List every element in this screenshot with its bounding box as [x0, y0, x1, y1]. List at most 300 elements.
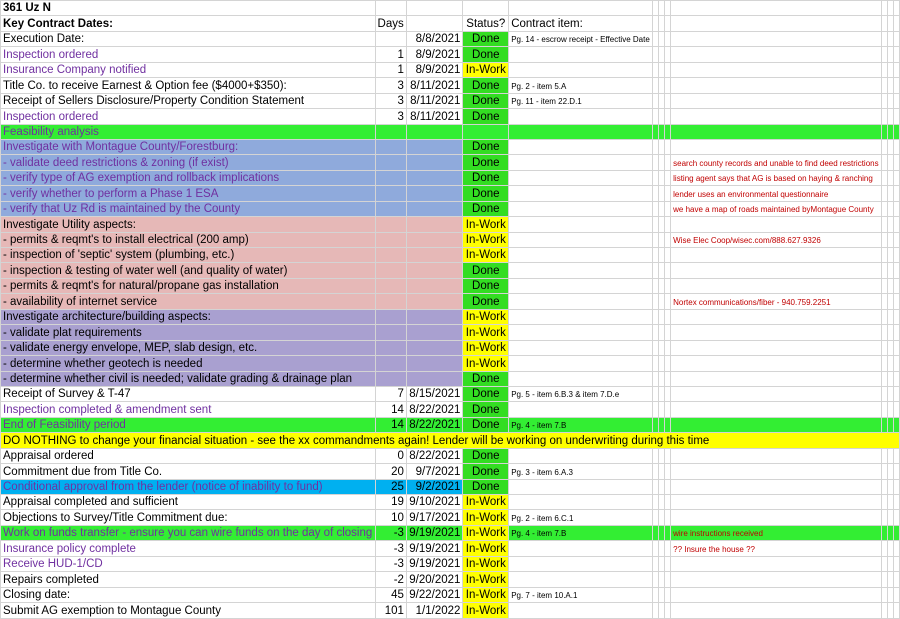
- note-cell[interactable]: [671, 495, 881, 510]
- date-cell[interactable]: [406, 186, 462, 201]
- note-cell[interactable]: search county records and unable to find deed restrictions: [671, 155, 881, 170]
- date-cell[interactable]: 8/22/2021: [406, 417, 462, 432]
- status-cell[interactable]: In-Work: [463, 495, 509, 510]
- status-cell[interactable]: Done: [463, 417, 509, 432]
- status-cell[interactable]: In-Work: [463, 541, 509, 556]
- task-cell[interactable]: Insurance policy complete: [1, 541, 376, 556]
- days-cell[interactable]: 3: [375, 109, 406, 124]
- date-cell[interactable]: 9/19/2021: [406, 525, 462, 540]
- days-cell[interactable]: [375, 31, 406, 46]
- table-row: [1, 78, 900, 93]
- status-cell[interactable]: Done: [463, 386, 509, 401]
- empty-cell[interactable]: [893, 556, 899, 571]
- date-cell[interactable]: [406, 201, 462, 216]
- sheet-title[interactable]: 361 Uz N: [1, 1, 376, 16]
- contract-item-cell[interactable]: [509, 371, 653, 386]
- contract-item-cell[interactable]: Pg. 7 - item 10.A.1: [509, 587, 653, 602]
- task-cell[interactable]: Commitment due from Title Co.: [1, 464, 376, 479]
- contract-item-cell[interactable]: Pg. 11 - item 22.D.1: [509, 93, 653, 108]
- contract-item-cell[interactable]: Pg. 5 - item 6.B.3 & item 7.D.e: [509, 386, 653, 401]
- table-row: [1, 186, 900, 201]
- task-cell[interactable]: - validate deed restrictions & zoning (if exist): [1, 155, 376, 170]
- status-cell[interactable]: In-Work: [463, 525, 509, 540]
- task-cell[interactable]: Appraisal ordered: [1, 448, 376, 463]
- note-cell[interactable]: [671, 479, 881, 494]
- date-cell[interactable]: [406, 232, 462, 247]
- days-cell[interactable]: 20: [375, 464, 406, 479]
- days-cell[interactable]: 14: [375, 417, 406, 432]
- contract-item-cell[interactable]: [509, 278, 653, 293]
- task-cell[interactable]: Investigate with Montague County/Forestburg:: [1, 139, 376, 154]
- status-cell[interactable]: In-Work: [463, 603, 509, 618]
- status-cell[interactable]: Done: [463, 448, 509, 463]
- status-cell[interactable]: In-Work: [463, 309, 509, 324]
- empty-cell[interactable]: [893, 31, 899, 46]
- days-cell[interactable]: 25: [375, 479, 406, 494]
- table-row: [1, 62, 900, 77]
- days-cell[interactable]: [375, 248, 406, 263]
- date-cell[interactable]: 8/9/2021: [406, 62, 462, 77]
- note-cell[interactable]: [671, 572, 881, 587]
- date-cell[interactable]: 1/1/2022: [406, 603, 462, 618]
- empty-cell[interactable]: [893, 464, 899, 479]
- date-cell[interactable]: 8/22/2021: [406, 402, 462, 417]
- note-cell[interactable]: [671, 278, 881, 293]
- task-cell[interactable]: Receipt of Sellers Disclosure/Property Condition Statement: [1, 93, 376, 108]
- table-row: [1, 170, 900, 185]
- task-cell[interactable]: - verify whether to perform a Phase 1 ESA: [1, 186, 376, 201]
- empty-cell[interactable]: [893, 124, 899, 139]
- date-cell[interactable]: [406, 248, 462, 263]
- date-cell[interactable]: 9/20/2021: [406, 572, 462, 587]
- days-cell[interactable]: [375, 325, 406, 340]
- note-cell[interactable]: [671, 386, 881, 401]
- days-cell[interactable]: [375, 294, 406, 309]
- days-cell[interactable]: [375, 217, 406, 232]
- note-cell[interactable]: we have a map of roads maintained byMontague County: [671, 201, 881, 216]
- task-cell[interactable]: Investigate Utility aspects:: [1, 217, 376, 232]
- empty-cell[interactable]: [893, 263, 899, 278]
- note-cell[interactable]: ?? Insure the house ??: [671, 541, 881, 556]
- contract-item-cell[interactable]: [509, 294, 653, 309]
- date-cell[interactable]: [406, 356, 462, 371]
- note-cell[interactable]: [671, 309, 881, 324]
- status-cell[interactable]: In-Work: [463, 217, 509, 232]
- empty-cell[interactable]: [893, 572, 899, 587]
- status-cell[interactable]: Done: [463, 78, 509, 93]
- days-cell[interactable]: [375, 278, 406, 293]
- task-cell[interactable]: - validate energy envelope, MEP, slab design, etc.: [1, 340, 376, 355]
- contract-item-cell[interactable]: [509, 479, 653, 494]
- date-cell[interactable]: [406, 155, 462, 170]
- task-cell[interactable]: - validate plat requirements: [1, 325, 376, 340]
- empty-cell[interactable]: [893, 109, 899, 124]
- table-row: [1, 340, 900, 355]
- table-row: [1, 232, 900, 247]
- date-cell[interactable]: 8/11/2021: [406, 93, 462, 108]
- task-cell[interactable]: Receipt of Survey & T-47: [1, 386, 376, 401]
- date-cell[interactable]: [406, 170, 462, 185]
- table-row: [1, 294, 900, 309]
- contract-item-cell[interactable]: [509, 402, 653, 417]
- status-cell[interactable]: In-Work: [463, 62, 509, 77]
- task-cell[interactable]: - determine whether geotech is needed: [1, 356, 376, 371]
- title-row: [1, 1, 900, 16]
- note-cell[interactable]: [671, 263, 881, 278]
- date-cell[interactable]: 9/19/2021: [406, 556, 462, 571]
- contract-item-cell[interactable]: [509, 356, 653, 371]
- note-cell[interactable]: [671, 248, 881, 263]
- table-row: [1, 402, 900, 417]
- table-row: [1, 495, 900, 510]
- table-row: [1, 139, 900, 154]
- task-cell[interactable]: - permits & reqmt's to install electrical (200 amp): [1, 232, 376, 247]
- task-cell[interactable]: End of Feasibility period: [1, 417, 376, 432]
- days-cell[interactable]: [375, 232, 406, 247]
- table-row: [1, 479, 900, 494]
- note-cell[interactable]: [671, 402, 881, 417]
- header-contract-item[interactable]: Contract item:: [509, 16, 653, 31]
- empty-cell[interactable]: [893, 93, 899, 108]
- days-cell[interactable]: 3: [375, 93, 406, 108]
- table-row: [1, 525, 900, 540]
- contract-item-cell[interactable]: Pg. 3 - item 6.A.3: [509, 464, 653, 479]
- empty-cell[interactable]: [893, 186, 899, 201]
- task-cell[interactable]: Appraisal completed and sufficient: [1, 495, 376, 510]
- empty-cell[interactable]: [893, 510, 899, 525]
- status-cell[interactable]: Done: [463, 278, 509, 293]
- days-cell[interactable]: 7: [375, 386, 406, 401]
- empty-cell[interactable]: [893, 417, 899, 432]
- status-cell[interactable]: In-Work: [463, 510, 509, 525]
- empty-cell[interactable]: [893, 402, 899, 417]
- status-cell[interactable]: Done: [463, 109, 509, 124]
- status-cell[interactable]: In-Work: [463, 325, 509, 340]
- contract-item-cell[interactable]: [509, 109, 653, 124]
- contract-item-cell[interactable]: [509, 603, 653, 618]
- table-row: [1, 201, 900, 216]
- date-cell[interactable]: [406, 278, 462, 293]
- note-cell[interactable]: [671, 124, 881, 139]
- task-cell[interactable]: Execution Date:: [1, 31, 376, 46]
- note-cell[interactable]: Nortex communications/fiber - 940.759.2251: [671, 294, 881, 309]
- contract-item-cell[interactable]: Pg. 4 - item 7.B: [509, 525, 653, 540]
- contract-item-cell[interactable]: [509, 541, 653, 556]
- note-cell[interactable]: [671, 603, 881, 618]
- date-cell[interactable]: 8/11/2021: [406, 109, 462, 124]
- days-cell[interactable]: [375, 155, 406, 170]
- note-cell[interactable]: [671, 93, 881, 108]
- status-cell[interactable]: In-Work: [463, 572, 509, 587]
- table-row: [1, 572, 900, 587]
- table-row: [1, 263, 900, 278]
- note-cell[interactable]: [671, 109, 881, 124]
- empty-cell[interactable]: [893, 448, 899, 463]
- empty-cell[interactable]: [893, 217, 899, 232]
- task-cell[interactable]: Repairs completed: [1, 572, 376, 587]
- date-cell[interactable]: [406, 217, 462, 232]
- date-cell[interactable]: 9/17/2021: [406, 510, 462, 525]
- empty-cell[interactable]: [893, 78, 899, 93]
- contract-item-cell[interactable]: [509, 62, 653, 77]
- note-cell[interactable]: [671, 217, 881, 232]
- date-cell[interactable]: 9/22/2021: [406, 587, 462, 602]
- empty-cell[interactable]: [893, 278, 899, 293]
- table-row: [1, 155, 900, 170]
- contract-item-cell[interactable]: [509, 124, 653, 139]
- note-cell[interactable]: lender uses an environmental questionnaire: [671, 186, 881, 201]
- days-cell[interactable]: [375, 201, 406, 216]
- days-cell[interactable]: -2: [375, 572, 406, 587]
- date-cell[interactable]: 8/8/2021: [406, 31, 462, 46]
- table-row: [1, 448, 900, 463]
- empty-cell[interactable]: [893, 525, 899, 540]
- table-row: [1, 93, 900, 108]
- date-cell[interactable]: 9/2/2021: [406, 479, 462, 494]
- task-cell[interactable]: - verify that Uz Rd is maintained by the County: [1, 201, 376, 216]
- date-cell[interactable]: [406, 263, 462, 278]
- status-cell[interactable]: In-Work: [463, 556, 509, 571]
- empty-cell[interactable]: [893, 232, 899, 247]
- empty-cell[interactable]: [893, 587, 899, 602]
- days-cell[interactable]: [375, 170, 406, 185]
- task-cell[interactable]: Inspection ordered: [1, 47, 376, 62]
- task-cell[interactable]: Work on funds transfer - ensure you can wire funds on the day of closing: [1, 525, 376, 540]
- note-cell[interactable]: [671, 47, 881, 62]
- empty-cell[interactable]: [893, 201, 899, 216]
- empty-cell[interactable]: [893, 47, 899, 62]
- date-cell[interactable]: 8/11/2021: [406, 78, 462, 93]
- contract-item-cell[interactable]: [509, 232, 653, 247]
- task-cell[interactable]: Feasibility analysis: [1, 124, 376, 139]
- status-cell[interactable]: Done: [463, 170, 509, 185]
- task-cell[interactable]: Submit AG exemption to Montague County: [1, 603, 376, 618]
- days-cell[interactable]: [375, 356, 406, 371]
- status-cell[interactable]: In-Work: [463, 356, 509, 371]
- days-cell[interactable]: 1: [375, 47, 406, 62]
- task-cell[interactable]: Inspection ordered: [1, 109, 376, 124]
- table-row: [1, 47, 900, 62]
- empty-cell[interactable]: [893, 371, 899, 386]
- task-cell[interactable]: Inspection completed & amendment sent: [1, 402, 376, 417]
- status-cell[interactable]: Done: [463, 139, 509, 154]
- header-row: [1, 16, 900, 31]
- date-cell[interactable]: [406, 371, 462, 386]
- note-cell[interactable]: [671, 510, 881, 525]
- contract-item-cell[interactable]: Pg. 2 - item 6.C.1: [509, 510, 653, 525]
- date-cell[interactable]: 9/7/2021: [406, 464, 462, 479]
- note-cell[interactable]: [671, 587, 881, 602]
- date-cell[interactable]: [406, 139, 462, 154]
- status-cell[interactable]: In-Work: [463, 248, 509, 263]
- table-row: [1, 433, 900, 448]
- empty-cell[interactable]: [893, 495, 899, 510]
- contract-item-cell[interactable]: [509, 217, 653, 232]
- status-cell[interactable]: Done: [463, 186, 509, 201]
- date-cell[interactable]: [406, 294, 462, 309]
- contract-item-cell[interactable]: Pg. 4 - item 7.B: [509, 417, 653, 432]
- status-cell[interactable]: Done: [463, 93, 509, 108]
- note-cell[interactable]: [671, 78, 881, 93]
- empty-cell[interactable]: [893, 479, 899, 494]
- days-cell[interactable]: [375, 186, 406, 201]
- empty-cell[interactable]: [893, 139, 899, 154]
- task-cell[interactable]: Receive HUD-1/CD: [1, 556, 376, 571]
- days-cell[interactable]: 14: [375, 402, 406, 417]
- contract-item-cell[interactable]: [509, 248, 653, 263]
- contract-item-cell[interactable]: Pg. 2 - item 5.A: [509, 78, 653, 93]
- empty-cell[interactable]: [893, 340, 899, 355]
- table-row: [1, 278, 900, 293]
- table-row: [1, 371, 900, 386]
- status-cell[interactable]: [463, 124, 509, 139]
- empty-cell[interactable]: [893, 170, 899, 185]
- contract-item-cell[interactable]: [509, 556, 653, 571]
- task-cell[interactable]: - determine whether civil is needed; validate grading & drainage plan: [1, 371, 376, 386]
- status-cell[interactable]: Done: [463, 294, 509, 309]
- status-cell[interactable]: Done: [463, 263, 509, 278]
- note-cell[interactable]: listing agent says that AG is based on haying & ranching: [671, 170, 881, 185]
- header-key-dates[interactable]: Key Contract Dates:: [1, 16, 376, 31]
- task-cell[interactable]: - permits & reqmt's for natural/propane gas installation: [1, 278, 376, 293]
- status-cell[interactable]: In-Work: [463, 232, 509, 247]
- date-cell[interactable]: 8/15/2021: [406, 386, 462, 401]
- table-row: [1, 309, 900, 324]
- note-cell[interactable]: [671, 139, 881, 154]
- empty-cell[interactable]: [893, 309, 899, 324]
- note-cell[interactable]: [671, 31, 881, 46]
- date-cell[interactable]: [406, 309, 462, 324]
- days-cell[interactable]: 10: [375, 510, 406, 525]
- empty-cell[interactable]: [893, 155, 899, 170]
- empty-cell[interactable]: [893, 603, 899, 618]
- date-cell[interactable]: [406, 340, 462, 355]
- contract-item-cell[interactable]: [509, 170, 653, 185]
- status-cell[interactable]: Done: [463, 371, 509, 386]
- table-row: [1, 386, 900, 401]
- days-cell[interactable]: 0: [375, 448, 406, 463]
- status-cell[interactable]: Done: [463, 155, 509, 170]
- task-cell[interactable]: - inspection & testing of water well (and quality of water): [1, 263, 376, 278]
- contract-item-cell[interactable]: [509, 186, 653, 201]
- contract-item-cell[interactable]: [509, 263, 653, 278]
- contract-item-cell[interactable]: [509, 47, 653, 62]
- days-cell[interactable]: [375, 124, 406, 139]
- days-cell[interactable]: 3: [375, 78, 406, 93]
- contract-item-cell[interactable]: [509, 201, 653, 216]
- table-row: [1, 325, 900, 340]
- days-cell[interactable]: 45: [375, 587, 406, 602]
- status-cell[interactable]: In-Work: [463, 587, 509, 602]
- contract-item-cell[interactable]: [509, 448, 653, 463]
- task-cell[interactable]: Closing date:: [1, 587, 376, 602]
- note-cell[interactable]: Wise Elec Coop/wisec.com/888.627.9326: [671, 232, 881, 247]
- days-cell[interactable]: -3: [375, 541, 406, 556]
- task-cell[interactable]: Conditional approval from the lender (notice of inability to fund): [1, 479, 376, 494]
- contract-item-cell[interactable]: [509, 309, 653, 324]
- contract-item-cell[interactable]: [509, 155, 653, 170]
- days-cell[interactable]: [375, 139, 406, 154]
- table-row: [1, 124, 900, 139]
- date-cell[interactable]: [406, 325, 462, 340]
- days-cell[interactable]: [375, 340, 406, 355]
- status-cell[interactable]: Done: [463, 464, 509, 479]
- note-cell[interactable]: [671, 340, 881, 355]
- table-row: [1, 587, 900, 602]
- note-cell[interactable]: [671, 448, 881, 463]
- status-cell[interactable]: Done: [463, 31, 509, 46]
- table-row: [1, 109, 900, 124]
- task-cell[interactable]: DO NOTHING to change your financial situation - see the xx commandments again! Lender will be working on underwriting during this time: [1, 433, 900, 448]
- contract-item-cell[interactable]: [509, 139, 653, 154]
- task-cell[interactable]: Investigate architecture/building aspects:: [1, 309, 376, 324]
- empty-cell[interactable]: [893, 356, 899, 371]
- date-cell[interactable]: 9/19/2021: [406, 541, 462, 556]
- empty-cell[interactable]: [893, 294, 899, 309]
- status-cell[interactable]: Done: [463, 201, 509, 216]
- note-cell[interactable]: [671, 325, 881, 340]
- note-cell[interactable]: [671, 464, 881, 479]
- contract-item-cell[interactable]: [509, 495, 653, 510]
- days-cell[interactable]: 1: [375, 62, 406, 77]
- table-row: [1, 603, 900, 618]
- status-cell[interactable]: Done: [463, 479, 509, 494]
- empty-cell[interactable]: [893, 386, 899, 401]
- task-cell[interactable]: - inspection of 'septic' system (plumbing, etc.): [1, 248, 376, 263]
- table-row: [1, 464, 900, 479]
- date-cell[interactable]: [406, 124, 462, 139]
- note-cell[interactable]: [671, 371, 881, 386]
- date-cell[interactable]: 8/9/2021: [406, 47, 462, 62]
- days-cell[interactable]: -3: [375, 525, 406, 540]
- task-cell[interactable]: - availability of internet service: [1, 294, 376, 309]
- days-cell[interactable]: [375, 371, 406, 386]
- task-cell[interactable]: - verify type of AG exemption and rollback implications: [1, 170, 376, 185]
- table-row: [1, 356, 900, 371]
- header-status[interactable]: Status?: [463, 16, 509, 31]
- date-cell[interactable]: 9/10/2021: [406, 495, 462, 510]
- days-cell[interactable]: 101: [375, 603, 406, 618]
- table-row: [1, 31, 900, 46]
- task-cell[interactable]: Insurance Company notified: [1, 62, 376, 77]
- table-row: [1, 248, 900, 263]
- empty-cell[interactable]: [893, 541, 899, 556]
- status-cell[interactable]: Done: [463, 402, 509, 417]
- task-cell[interactable]: Objections to Survey/Title Commitment due:: [1, 510, 376, 525]
- header-days[interactable]: Days: [375, 16, 406, 31]
- status-cell[interactable]: Done: [463, 47, 509, 62]
- note-cell[interactable]: [671, 417, 881, 432]
- note-cell[interactable]: [671, 356, 881, 371]
- empty-cell[interactable]: [893, 248, 899, 263]
- note-cell[interactable]: [671, 62, 881, 77]
- contract-item-cell[interactable]: [509, 325, 653, 340]
- status-cell[interactable]: In-Work: [463, 340, 509, 355]
- empty-cell[interactable]: [893, 325, 899, 340]
- task-cell[interactable]: Title Co. to receive Earnest & Option fee ($4000+$350):: [1, 78, 376, 93]
- days-cell[interactable]: [375, 309, 406, 324]
- days-cell[interactable]: -3: [375, 556, 406, 571]
- days-cell[interactable]: [375, 263, 406, 278]
- note-cell[interactable]: [671, 556, 881, 571]
- contract-item-cell[interactable]: Pg. 14 - escrow receipt - Effective Date: [509, 31, 653, 46]
- note-cell[interactable]: wire instructions received: [671, 525, 881, 540]
- contract-item-cell[interactable]: [509, 340, 653, 355]
- empty-cell[interactable]: [893, 62, 899, 77]
- date-cell[interactable]: 8/22/2021: [406, 448, 462, 463]
- contract-item-cell[interactable]: [509, 572, 653, 587]
- days-cell[interactable]: 19: [375, 495, 406, 510]
